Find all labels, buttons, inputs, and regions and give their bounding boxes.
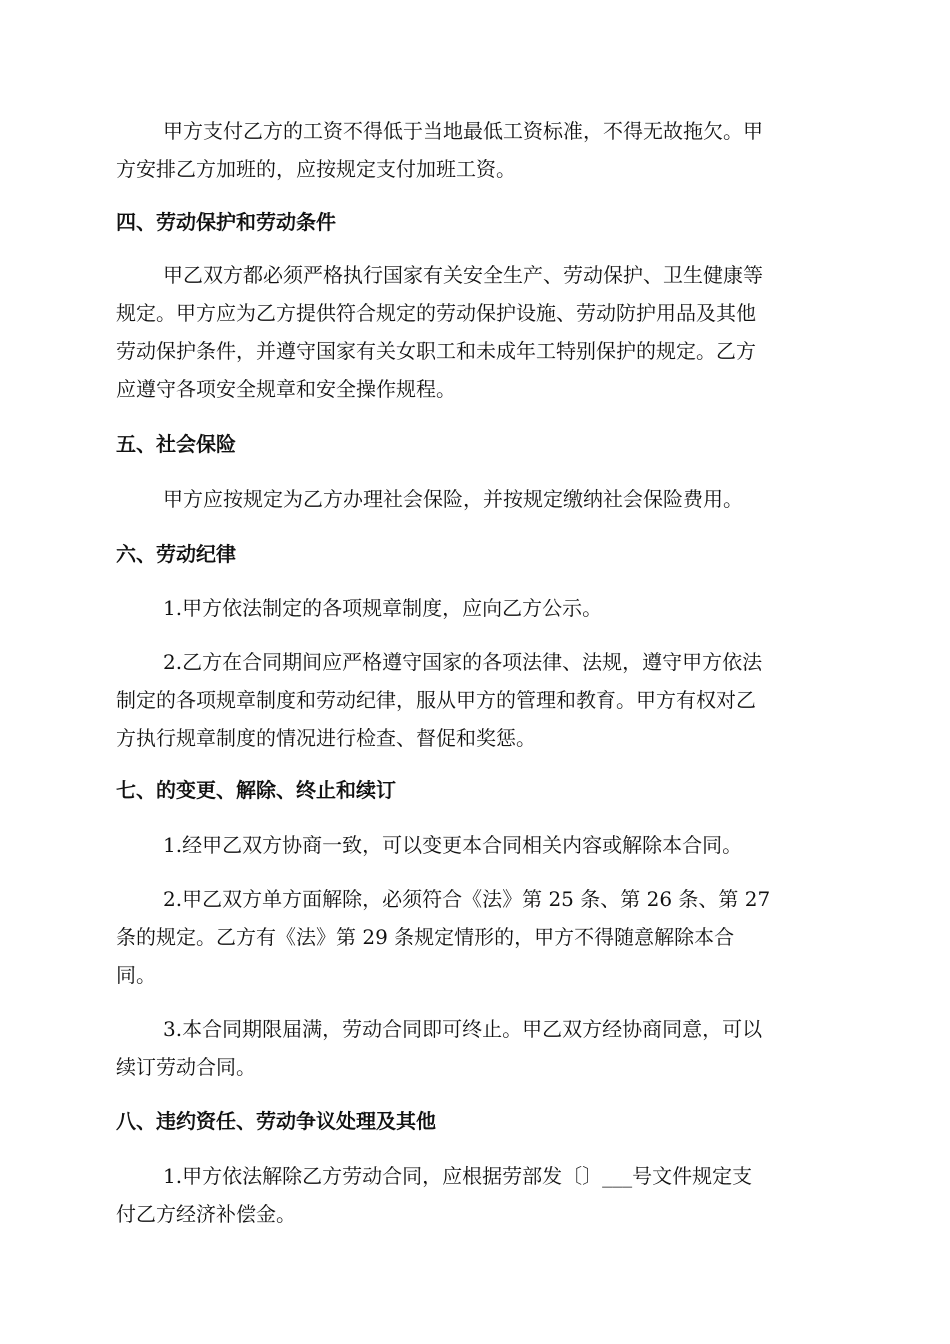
text-line: 规定。甲方应为乙方提供符合规定的劳动保护设施、劳动防护用品及其他 bbox=[116, 301, 756, 325]
text-line: 条的规定。乙方有《法》第 29 条规定情形的，甲方不得随意解除本合 bbox=[116, 925, 735, 949]
text-line: 甲方支付乙方的工资不得低于当地最低工资标准，不得无故拖欠。甲 bbox=[163, 119, 763, 143]
text-line: 续订劳动合同。 bbox=[116, 1055, 256, 1079]
text-line: 付乙方经济补偿金。 bbox=[116, 1202, 296, 1226]
text-line: 方执行规章制度的情况进行检查、督促和奖惩。 bbox=[116, 726, 536, 750]
section-heading-5: 五、社会保险 bbox=[116, 432, 236, 456]
text-line: 应遵守各项安全规章和安全操作规程。 bbox=[116, 377, 456, 401]
text-line: 劳动保护条件，并遵守国家有关女职工和未成年工特别保护的规定。乙方 bbox=[116, 339, 756, 363]
section-heading-4: 四、劳动保护和劳动条件 bbox=[116, 210, 336, 234]
text-line: 甲方应按规定为乙方办理社会保险，并按规定缴纳社会保险费用。 bbox=[163, 487, 743, 511]
text-line: 1.甲方依法制定的各项规章制度，应向乙方公示。 bbox=[163, 596, 603, 620]
text-line: 2.乙方在合同期间应严格遵守国家的各项法律、法规，遵守甲方依法 bbox=[163, 650, 763, 674]
text-line: 甲乙双方都必须严格执行国家有关安全生产、劳动保护、卫生健康等 bbox=[163, 263, 763, 287]
text-line: 1.甲方依法解除乙方劳动合同，应根据劳部发〔〕___号文件规定支 bbox=[163, 1164, 753, 1188]
section-heading-6: 六、劳动纪律 bbox=[116, 542, 236, 566]
text-line: 1.经甲乙双方协商一致，可以变更本合同相关内容或解除本合同。 bbox=[163, 833, 743, 857]
text-line: 2.甲乙双方单方面解除，必须符合《法》第 25 条、第 26 条、第 27 bbox=[163, 887, 771, 911]
text-line: 同。 bbox=[116, 963, 156, 987]
text-line: 方安排乙方加班的，应按规定支付加班工资。 bbox=[116, 157, 516, 181]
section-heading-8: 八、违约资任、劳动争议处理及其他 bbox=[116, 1109, 436, 1133]
section-heading-7: 七、的变更、解除、终止和续订 bbox=[116, 778, 396, 802]
text-line: 3.本合同期限届满，劳动合同即可终止。甲乙双方经协商同意，可以 bbox=[163, 1017, 763, 1041]
text-line: 制定的各项规章制度和劳动纪律，服从甲方的管理和教育。甲方有权对乙 bbox=[116, 688, 756, 712]
